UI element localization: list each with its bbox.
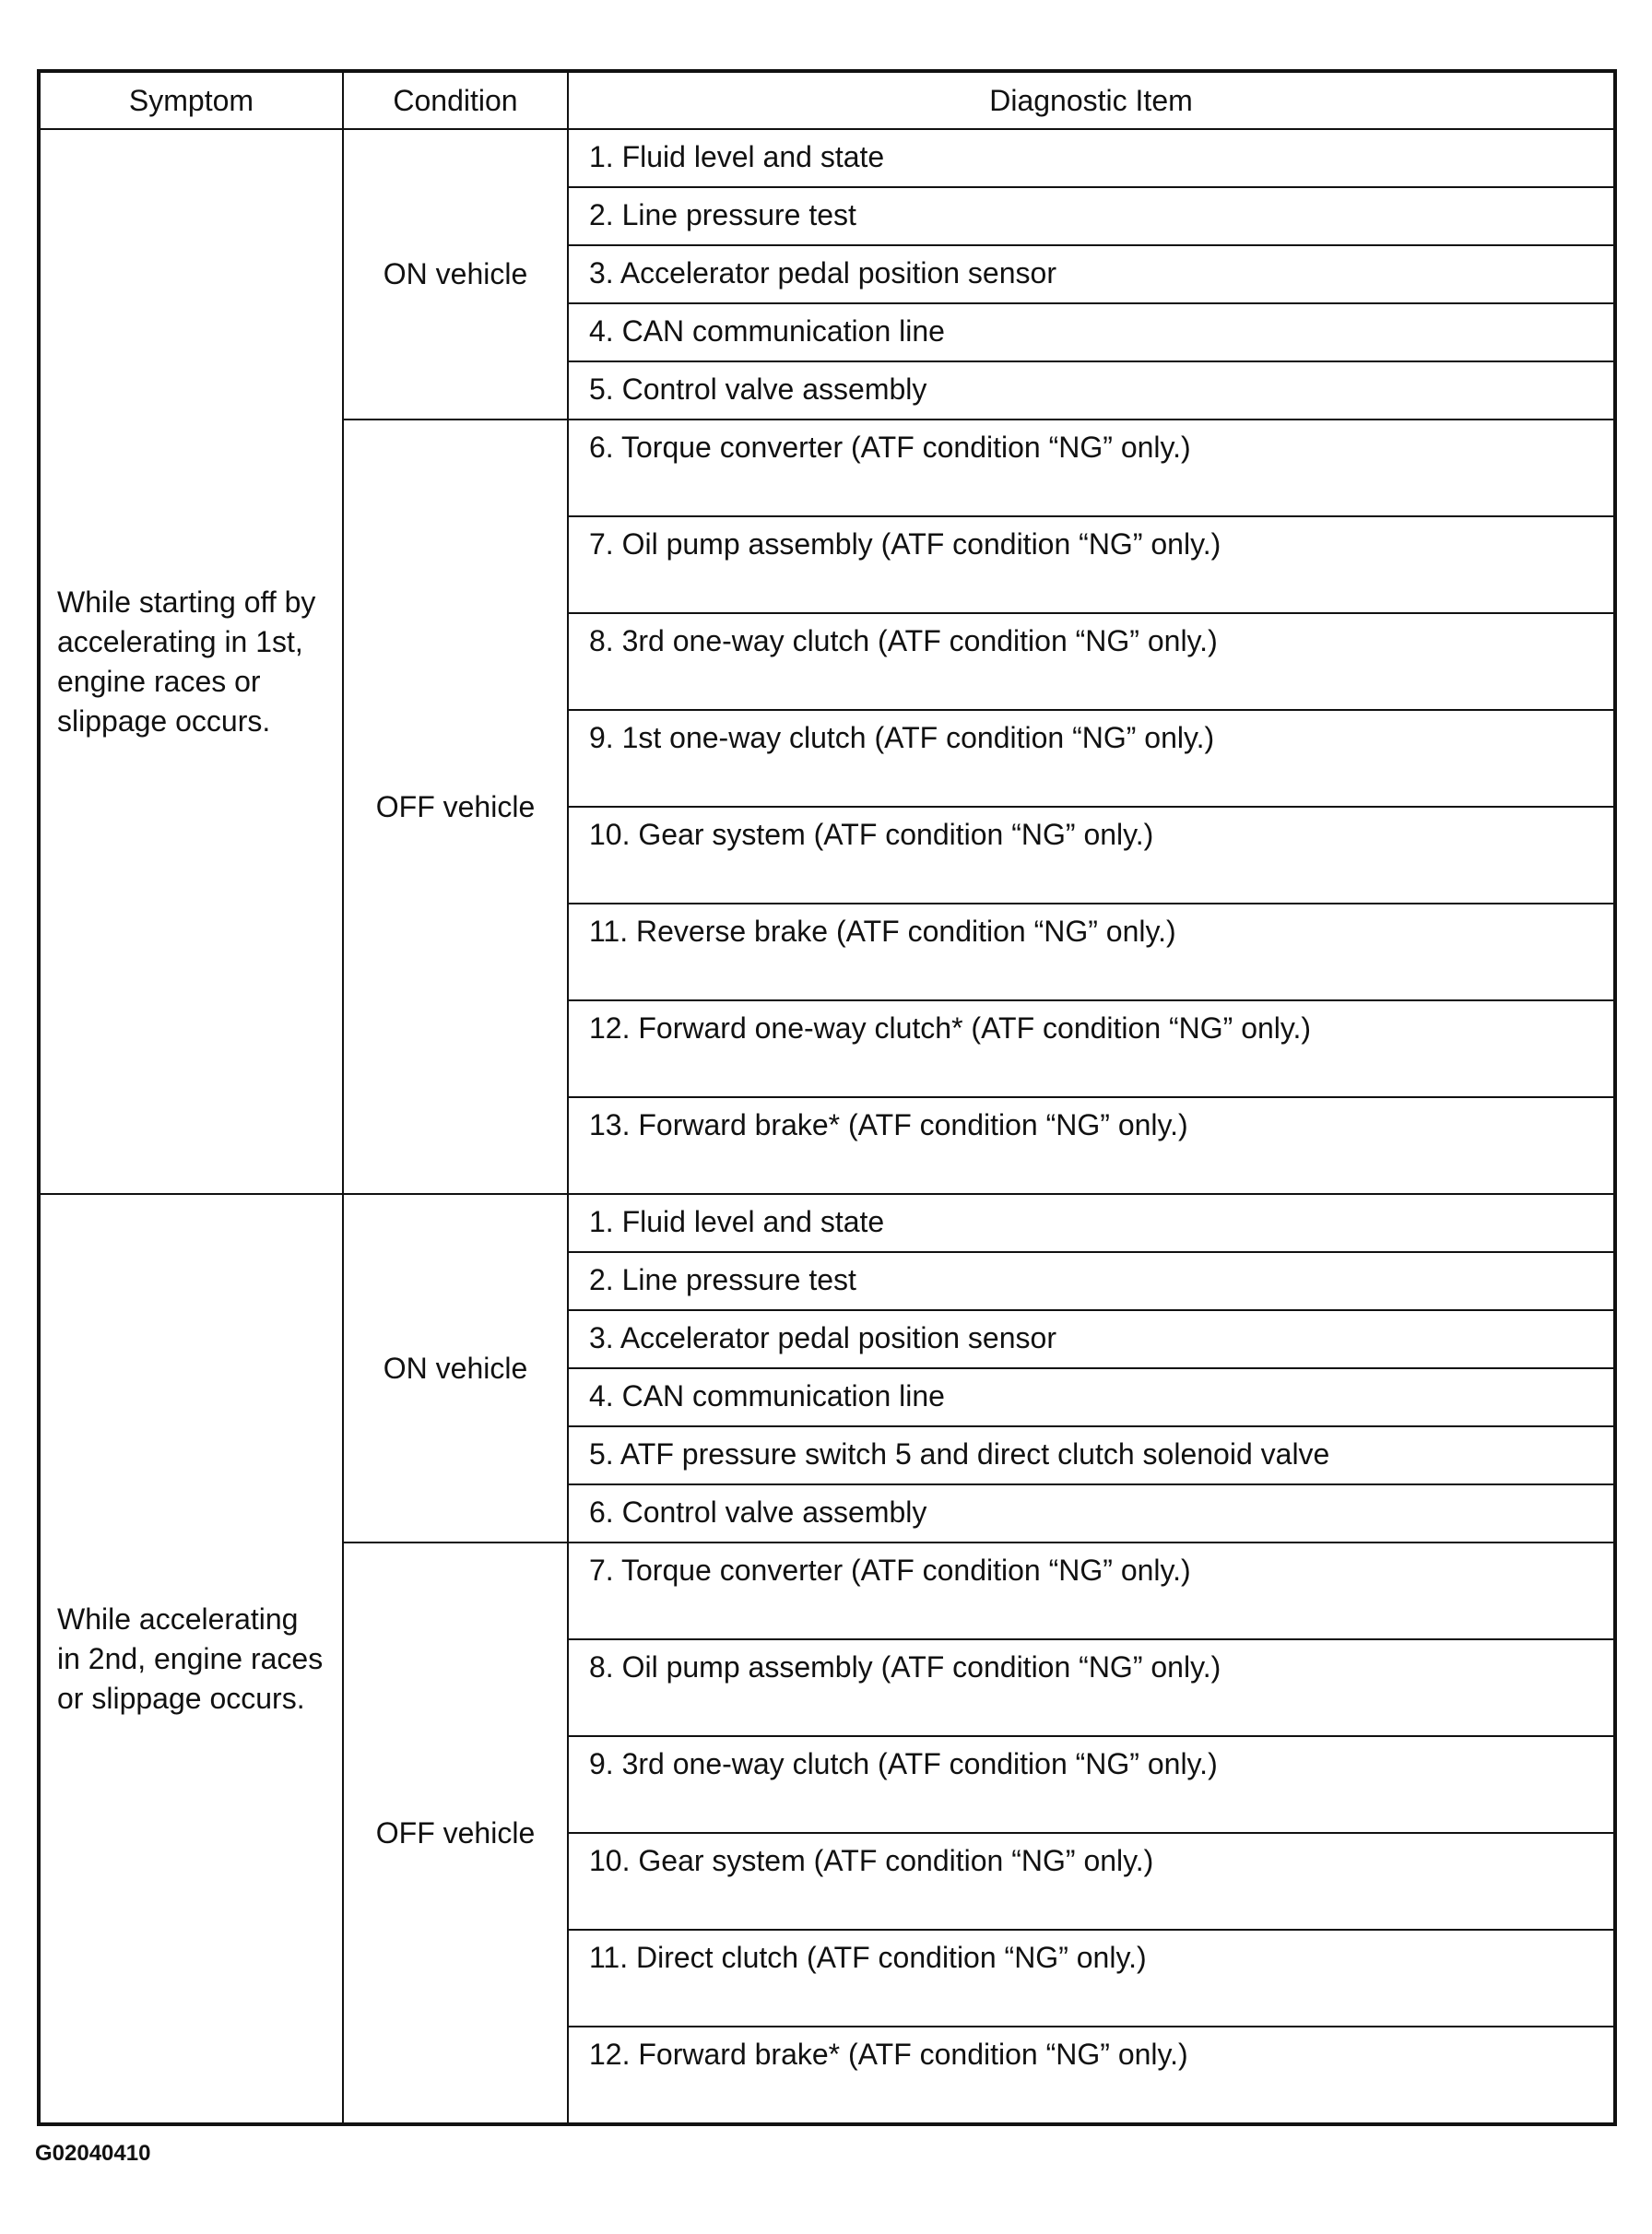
diagnostic-item-text: 6. Torque converter (ATF condition “NG” only.) bbox=[589, 431, 1191, 464]
diagnostic-item-cell bbox=[568, 1833, 1615, 1930]
diagnostic-item-text: 1. Fluid level and state bbox=[589, 140, 885, 173]
diagnostic-item-text: 7. Oil pump assembly (ATF condition “NG” only.) bbox=[589, 527, 1221, 561]
diagnostic-item-cell bbox=[568, 807, 1615, 904]
diagnostic-item-cell bbox=[568, 1426, 1615, 1484]
header-row bbox=[39, 71, 1615, 129]
diagnostic-item-text: 11. Reverse brake (ATF condition “NG” only.) bbox=[589, 915, 1176, 948]
diagnostic-item-cell bbox=[568, 1543, 1615, 1639]
diagnostic-item-cell bbox=[568, 303, 1615, 361]
diagnostic-item-cell bbox=[568, 1639, 1615, 1736]
diagnostic-item-cell bbox=[568, 710, 1615, 807]
diagnostic-item-cell bbox=[568, 129, 1615, 187]
condition-on-vehicle: ON vehicle bbox=[343, 1194, 568, 1543]
condition-off-vehicle: OFF vehicle bbox=[343, 1543, 568, 2124]
symptom-cell: While starting off by accelerating in 1st, engine races or slippage occurs. bbox=[39, 129, 343, 1194]
header-condition: Condition bbox=[343, 71, 568, 129]
diagnostic-item-cell bbox=[568, 361, 1615, 420]
diagnostic-item-text: 13. Forward brake* (ATF condition “NG” only.) bbox=[589, 1108, 1188, 1141]
diagnostic-item-text: 6. Control valve assembly bbox=[589, 1495, 927, 1529]
diagnostic-item-text: 11. Direct clutch (ATF condition “NG” only.) bbox=[589, 1941, 1147, 1974]
diagnostic-item-text: 2. Line pressure test bbox=[589, 1263, 856, 1296]
table-row bbox=[39, 129, 1615, 187]
diagnostic-item-text: 9. 1st one-way clutch (ATF condition “NG” only.) bbox=[589, 721, 1215, 754]
diagnostic-item-text: 10. Gear system (ATF condition “NG” only.) bbox=[589, 818, 1154, 851]
diagnostic-item-cell bbox=[568, 1930, 1615, 2027]
diagnostic-item-text: 3. Accelerator pedal position sensor bbox=[589, 1321, 1056, 1354]
diagnostic-item-text: 10. Gear system (ATF condition “NG” only.) bbox=[589, 1844, 1154, 1877]
diagnostic-table bbox=[37, 69, 1617, 2126]
figure-id: G02040410 bbox=[35, 2141, 151, 2166]
diagnostic-item-cell bbox=[568, 2027, 1615, 2124]
diagnostic-item-text: 12. Forward brake* (ATF condition “NG” only.) bbox=[589, 2038, 1188, 2071]
diagnostic-item-cell bbox=[568, 613, 1615, 710]
header-symptom: Symptom bbox=[39, 71, 343, 129]
diagnostic-item-text: 4. CAN communication line bbox=[589, 1379, 945, 1413]
header-diagnostic-item: Diagnostic Item bbox=[568, 71, 1615, 129]
diagnostic-item-cell bbox=[568, 1252, 1615, 1310]
diagnostic-item-cell bbox=[568, 245, 1615, 303]
diagnostic-item-text: 4. CAN communication line bbox=[589, 314, 945, 348]
diagnostic-item-cell bbox=[568, 1368, 1615, 1426]
diagnostic-item-text: 12. Forward one-way clutch* (ATF condition “NG” only.) bbox=[589, 1011, 1312, 1045]
diagnostic-item-text: 9. 3rd one-way clutch (ATF condition “NG” only.) bbox=[589, 1747, 1218, 1780]
symptom-cell: While accelerating in 2nd, engine races or slippage occurs. bbox=[39, 1194, 343, 2124]
diagnostic-item-cell bbox=[568, 904, 1615, 1000]
diagnostic-item-text: 5. Control valve assembly bbox=[589, 372, 927, 406]
diagnostic-item-cell bbox=[568, 187, 1615, 245]
condition-on-vehicle: ON vehicle bbox=[343, 129, 568, 420]
diagnostic-item-text: 8. 3rd one-way clutch (ATF condition “NG” only.) bbox=[589, 624, 1218, 657]
diagnostic-item-text: 5. ATF pressure switch 5 and direct clutch solenoid valve bbox=[589, 1437, 1330, 1471]
diagnostic-item-cell bbox=[568, 1194, 1615, 1252]
diagnostic-item-cell bbox=[568, 516, 1615, 613]
diagnostic-item-cell bbox=[568, 1310, 1615, 1368]
diagnostic-item-cell bbox=[568, 1736, 1615, 1833]
diagnostic-item-cell bbox=[568, 1484, 1615, 1543]
table-row bbox=[39, 1194, 1615, 1252]
diagnostic-item-text: 7. Torque converter (ATF condition “NG” only.) bbox=[589, 1554, 1191, 1587]
diagnostic-item-text: 3. Accelerator pedal position sensor bbox=[589, 256, 1056, 290]
diagnostic-item-text: 8. Oil pump assembly (ATF condition “NG” only.) bbox=[589, 1650, 1221, 1684]
diagnostic-item-cell bbox=[568, 1097, 1615, 1194]
condition-off-vehicle: OFF vehicle bbox=[343, 420, 568, 1194]
diagnostic-item-cell bbox=[568, 1000, 1615, 1097]
diagnostic-item-text: 2. Line pressure test bbox=[589, 198, 856, 231]
diagnostic-item-cell bbox=[568, 420, 1615, 516]
diagnostic-item-text: 1. Fluid level and state bbox=[589, 1205, 885, 1238]
